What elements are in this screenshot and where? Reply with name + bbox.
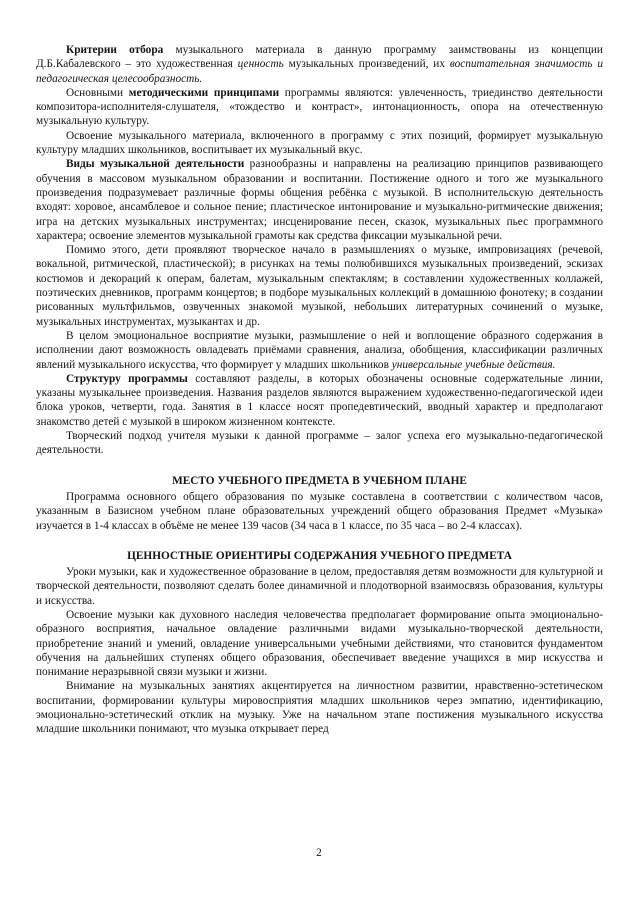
section-heading-curriculum-place: МЕСТО УЧЕБНОГО ПРЕДМЕТА В УЧЕБНОМ ПЛАНЕ [172,474,467,487]
section-heading-value-orientations: ЦЕННОСТНЫЕ ОРИЕНТИРЫ СОДЕРЖАНИЯ УЧЕБНОГО ПРЕДМЕТА [127,549,512,562]
paragraph-selection-criteria [36,43,603,86]
paragraph-text: составляют разделы, в которых обозначены основные содержательные линии, указаны музыкальнее произведения. Названия разделов являются выражением художественно-педагогической идеи блока уроков, четверти, года. Занятия в 1 классе носят пропедевтический, вводный характер и предполагают знакомство детей с музыкой в широком жизненном контексте. [36,372,603,428]
page-number: 2 [316,847,322,859]
paragraph-activity-types [36,157,603,243]
paragraph-personal-development: Внимание на музыкальных занятиях акцентируется на личностном развитии, нравственно-эстетическом воспитании, формировании культуры мировосприятия младших школьников через эмпатию, идентификацию, эмоционально-эстетический отклик на музыку. Уже на начальном этапе постижения музыкального искусства младшие школьники понимают, что музыка открывает перед [36,680,603,736]
paragraph-text: музыкальных произведений, их [283,58,450,71]
paragraph-emotional-perception [36,329,603,372]
paragraph-methodical-principles [36,86,603,129]
paragraph-creativity: Помимо этого, дети проявляют творческое начало в размышлениях о музыке, импровизациях (речевой, вокальной, ритмической, пластической); в рисунках на темы полюбившихся музыкальных произведений, эскизах костюмов и декораций к операм, балетам, музыкальным спектаклям; в составлении художественных коллажей, поэтических дневников, программ концертов; в подборе музыкальных коллекций в домашнюю фонотеку; в создании рисованных мультфильмов, озвученных знакомой музыкой, небольших литературных сочинений о музыке, музыкальных инструментах, музыкантах и др. [36,244,603,328]
paragraph-music-lessons: Уроки музыки, как и художественное образование в целом, предоставляя детям возможности для культурной и творческой деятельности, позволяют сделать более динамичной и плодотворной взаимосвязь образования, культуры и искусства. [36,566,603,607]
paragraph-material-mastering: Освоение музыкального материала, включенного в программу с этих позиций, формирует музыкальную культуру младших школьников, воспитывает их музыкальный вкус. [36,129,603,157]
term-program-structure: Структуру программы [66,372,188,385]
paragraph-program-structure [36,372,603,429]
term-selection-criteria: Критерии отбора [66,44,164,56]
paragraph-text: Основными [66,86,129,99]
emphasis-learning-actions: универсальные учебные действия. [391,358,556,371]
emphasis-value: ценность [237,58,284,71]
paragraph-hours: Программа основного общего образования по музыке составлена в соответствии с количеством часов, указанным в Базисном учебном плане образовательных учреждений общего образования Предмет «Музыка» изучается в 1-4 классах в объёме не менее 139 часов (34 часа в 1 классе, по 35 часа – во 2-4 классах). [36,490,603,532]
emphasis-significance: воспитательная значимость и педагогическая целесообразность. [36,58,603,85]
term-activity-types: Виды музыкальной деятельности [66,158,245,171]
paragraph-text: разнообразны и направлены на реализацию принципов развивающего обучения в массовом музыкальном образовании и воспитании. Постижение одного и того же музыкального произведения подразумевает различные формы общения ребёнка с музыкой. В исполнительскую деятельность входят: хоровое, ансамблевое и сольное пение; пластическое интонирование и музыкально-ритмические движения; игра на детских музыкальных инструментах; инсценирование песен, сказок, музыкальных пьес программного характера; освоение элементов музыкальной грамоты как средства фиксации музыкальной речи. [36,158,603,242]
paragraph-spiritual-heritage: Освоение музыки как духовного наследия человечества предполагает формирование опыта эмоционально-образного восприятия, начальное овладение различными видами музыкально-творческой деятельности, приобретение знаний и умений, овладение универсальными учебными действиями, что становится фундаментом обучения на дальнейших ступенях общего образования, обеспечивает введение учащихся в мир искусства и понимание неразрывной связи музыки и жизни. [36,608,603,679]
paragraph-teacher-approach: Творческий подход учителя музыки к данной программе – залог успеха его музыкально-педагогической деятельности. [36,430,603,457]
paragraph-text: программы являются: увлеченность, триединство деятельности композитора-исполнителя-слушателя, «тождество и контраст», интонационность, опора на отечественную музыкальную культуру. [36,86,603,128]
paragraph-text: музыкального материала в данную программу заимствованы из концепции Д.Б.Кабалевского – это художественная [36,44,603,71]
term-methodical-principles: методическими принципами [128,86,280,99]
paragraph-text: В целом эмоциональное восприятие музыки, размышление о ней и воплощение образного содержания в исполнении дают возможность овладевать приёмами сравнения, анализа, обобщения, классификации различных явлений музыкального искусства, что формирует у младших школьников [36,329,603,371]
